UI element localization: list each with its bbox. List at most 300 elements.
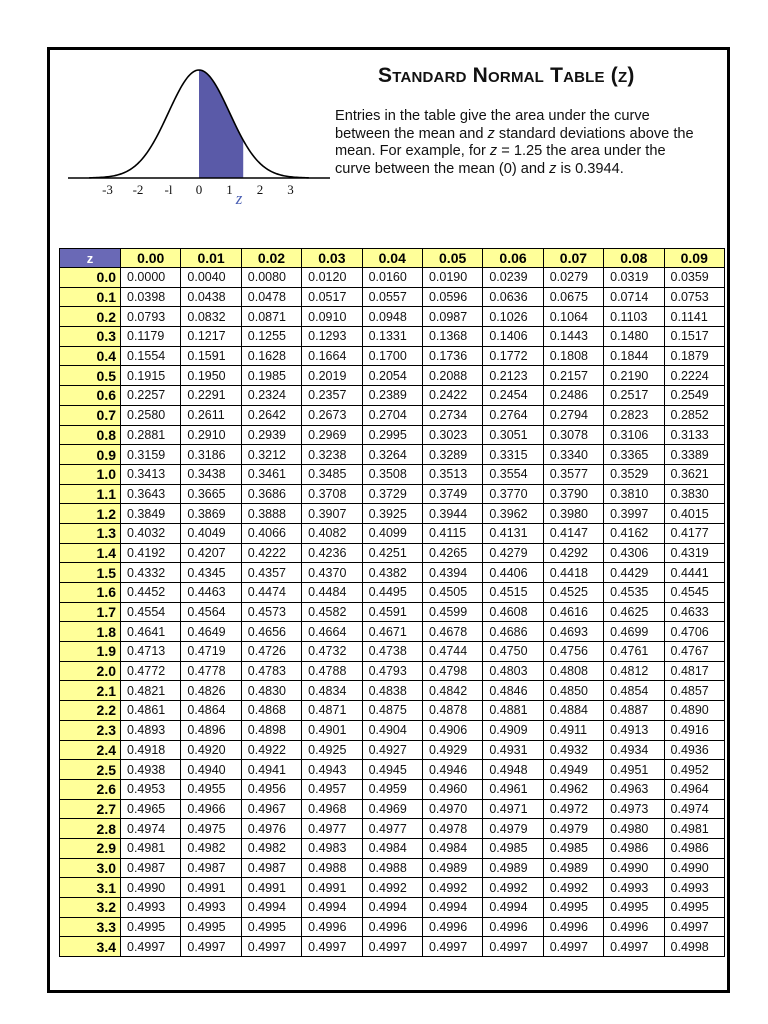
table-cell: 0.3264 [362, 445, 422, 465]
table-cell: 0.4995 [604, 898, 664, 918]
table-cell: 0.1368 [422, 327, 482, 347]
table-cell: 0.4996 [302, 917, 362, 937]
table-cell: 0.2764 [483, 405, 543, 425]
row-z-value: 3.3 [60, 917, 121, 937]
table-cell: 0.2054 [362, 366, 422, 386]
table-cell: 0.4956 [241, 779, 301, 799]
table-cell: 0.4925 [302, 740, 362, 760]
table-cell: 0.0987 [422, 307, 482, 327]
z-column-header: z [60, 249, 121, 268]
table-cell: 0.4955 [181, 779, 241, 799]
table-row [60, 858, 725, 878]
table-cell: 0.4887 [604, 701, 664, 721]
table-cell: 0.4981 [664, 819, 724, 839]
table-row [60, 307, 725, 327]
column-header: 0.07 [543, 249, 603, 268]
table-cell: 0.4995 [543, 898, 603, 918]
axis-tick-label: 1 [226, 182, 233, 197]
table-row [60, 583, 725, 603]
table-cell: 0.4946 [422, 760, 482, 780]
table-cell: 0.1064 [543, 307, 603, 327]
table-cell: 0.4608 [483, 602, 543, 622]
row-z-value: 2.7 [60, 799, 121, 819]
table-cell: 0.4977 [362, 819, 422, 839]
table-cell: 0.4992 [422, 878, 482, 898]
table-cell: 0.4616 [543, 602, 603, 622]
table-cell: 0.3554 [483, 464, 543, 484]
table-row [60, 287, 725, 307]
table-cell: 0.4066 [241, 523, 301, 543]
table-cell: 0.4664 [302, 622, 362, 642]
table-cell: 0.2611 [181, 405, 241, 425]
table-cell: 0.2357 [302, 386, 362, 406]
table-cell: 0.2995 [362, 425, 422, 445]
table-cell: 0.4996 [483, 917, 543, 937]
row-z-value: 2.9 [60, 838, 121, 858]
row-z-value: 2.5 [60, 760, 121, 780]
table-cell: 0.4554 [121, 602, 181, 622]
table-cell: 0.4864 [181, 701, 241, 721]
axis-tick-label: 2 [256, 182, 264, 197]
table-cell: 0.3315 [483, 445, 543, 465]
table-cell: 0.4719 [181, 642, 241, 662]
table-cell: 0.0517 [302, 287, 362, 307]
row-z-value: 1.0 [60, 464, 121, 484]
row-z-value: 2.2 [60, 701, 121, 721]
table-cell: 0.4934 [604, 740, 664, 760]
table-cell: 0.4726 [241, 642, 301, 662]
column-header: 0.03 [302, 249, 362, 268]
table-cell: 0.2881 [121, 425, 181, 445]
table-cell: 0.0080 [241, 268, 301, 288]
table-row [60, 445, 725, 465]
table-cell: 0.4857 [664, 681, 724, 701]
table-cell: 0.3643 [121, 484, 181, 504]
table-cell: 0.4938 [121, 760, 181, 780]
axis-tick-label: -3 [102, 182, 113, 197]
table-cell: 0.4981 [121, 838, 181, 858]
desc-part-1: Entries in the table give the area under the curve between the mean and [335, 108, 650, 142]
table-cell: 0.4997 [362, 937, 422, 957]
table-cell: 0.3790 [543, 484, 603, 504]
desc-part-4: is 0.3944. [556, 160, 624, 177]
table-cell: 0.4474 [241, 583, 301, 603]
table-cell: 0.1255 [241, 327, 301, 347]
table-cell: 0.4993 [664, 878, 724, 898]
table-cell: 0.0319 [604, 268, 664, 288]
table-cell: 0.4788 [302, 661, 362, 681]
table-cell: 0.4997 [604, 937, 664, 957]
table-cell: 0.4306 [604, 543, 664, 563]
row-z-value: 1.9 [60, 642, 121, 662]
table-cell: 0.4884 [543, 701, 603, 721]
table-cell: 0.4974 [121, 819, 181, 839]
table-cell: 0.4871 [302, 701, 362, 721]
row-z-value: 1.5 [60, 563, 121, 583]
table-cell: 0.0948 [362, 307, 422, 327]
row-z-value: 1.7 [60, 602, 121, 622]
row-z-value: 1.1 [60, 484, 121, 504]
table-row [60, 701, 725, 721]
table-cell: 0.4995 [241, 917, 301, 937]
table-cell: 0.4983 [302, 838, 362, 858]
table-cell: 0.4738 [362, 642, 422, 662]
table-cell: 0.4987 [181, 858, 241, 878]
table-cell: 0.4962 [543, 779, 603, 799]
table-cell: 0.0279 [543, 268, 603, 288]
table-cell: 0.4994 [483, 898, 543, 918]
table-cell: 0.3997 [604, 504, 664, 524]
table-cell: 0.4990 [121, 878, 181, 898]
column-header: 0.01 [181, 249, 241, 268]
table-cell: 0.4978 [422, 819, 482, 839]
table-cell: 0.4913 [604, 720, 664, 740]
table-cell: 0.3686 [241, 484, 301, 504]
table-cell: 0.4834 [302, 681, 362, 701]
table-cell: 0.3944 [422, 504, 482, 524]
table-cell: 0.4671 [362, 622, 422, 642]
table-row [60, 327, 725, 347]
table-cell: 0.4890 [664, 701, 724, 721]
table-row [60, 366, 725, 386]
table-cell: 0.4881 [483, 701, 543, 721]
row-z-value: 0.7 [60, 405, 121, 425]
table-cell: 0.2123 [483, 366, 543, 386]
table-cell: 0.4987 [241, 858, 301, 878]
row-z-value: 0.1 [60, 287, 121, 307]
table-row [60, 464, 725, 484]
table-cell: 0.4997 [302, 937, 362, 957]
table-cell: 0.4015 [664, 504, 724, 524]
table-cell: 0.4484 [302, 583, 362, 603]
table-cell: 0.4977 [302, 819, 362, 839]
table-cell: 0.3708 [302, 484, 362, 504]
table-cell: 0.4463 [181, 583, 241, 603]
table-cell: 0.4997 [422, 937, 482, 957]
table-cell: 0.4995 [664, 898, 724, 918]
table-cell: 0.3770 [483, 484, 543, 504]
table-cell: 0.4713 [121, 642, 181, 662]
table-cell: 0.4916 [664, 720, 724, 740]
table-cell: 0.4929 [422, 740, 482, 760]
table-cell: 0.0714 [604, 287, 664, 307]
table-cell: 0.4994 [362, 898, 422, 918]
row-z-value: 2.4 [60, 740, 121, 760]
table-cell: 0.4236 [302, 543, 362, 563]
table-row [60, 386, 725, 406]
table-cell: 0.1736 [422, 346, 482, 366]
table-cell: 0.4505 [422, 583, 482, 603]
table-cell: 0.4994 [422, 898, 482, 918]
table-cell: 0.2422 [422, 386, 482, 406]
table-cell: 0.4964 [664, 779, 724, 799]
table-cell: 0.3438 [181, 464, 241, 484]
table-cell: 0.4982 [181, 838, 241, 858]
table-cell: 0.4965 [121, 799, 181, 819]
table-cell: 0.1293 [302, 327, 362, 347]
axis-tick-labels [102, 182, 294, 197]
table-cell: 0.3051 [483, 425, 543, 445]
row-z-value: 3.4 [60, 937, 121, 957]
table-cell: 0.4846 [483, 681, 543, 701]
table-cell: 0.0636 [483, 287, 543, 307]
table-cell: 0.2190 [604, 366, 664, 386]
table-cell: 0.4625 [604, 602, 664, 622]
shaded-area [199, 70, 243, 178]
table-cell: 0.4808 [543, 661, 603, 681]
table-row [60, 622, 725, 642]
table-cell: 0.4959 [362, 779, 422, 799]
row-z-value: 2.0 [60, 661, 121, 681]
table-cell: 0.3212 [241, 445, 301, 465]
table-cell: 0.1179 [121, 327, 181, 347]
table-cell: 0.4992 [543, 878, 603, 898]
table-cell: 0.4535 [604, 583, 664, 603]
table-cell: 0.4949 [543, 760, 603, 780]
table-cell: 0.1985 [241, 366, 301, 386]
table-cell: 0.4987 [121, 858, 181, 878]
table-cell: 0.4997 [664, 917, 724, 937]
table-cell: 0.4969 [362, 799, 422, 819]
desc-z-3: z [549, 160, 557, 177]
table-cell: 0.4980 [604, 819, 664, 839]
row-z-value: 2.6 [60, 779, 121, 799]
table-cell: 0.4998 [664, 937, 724, 957]
table-cell: 0.4991 [302, 878, 362, 898]
row-z-value: 3.1 [60, 878, 121, 898]
table-cell: 0.4970 [422, 799, 482, 819]
table-cell: 0.2257 [121, 386, 181, 406]
table-cell: 0.2673 [302, 405, 362, 425]
table-cell: 0.4821 [121, 681, 181, 701]
table-cell: 0.4778 [181, 661, 241, 681]
table-cell: 0.1628 [241, 346, 301, 366]
table-cell: 0.4564 [181, 602, 241, 622]
table-cell: 0.4656 [241, 622, 301, 642]
table-cell: 0.2642 [241, 405, 301, 425]
table-cell: 0.4940 [181, 760, 241, 780]
table-cell: 0.3508 [362, 464, 422, 484]
table-cell: 0.3133 [664, 425, 724, 445]
table-cell: 0.3389 [664, 445, 724, 465]
table-cell: 0.4515 [483, 583, 543, 603]
table-cell: 0.4957 [302, 779, 362, 799]
table-cell: 0.4985 [543, 838, 603, 858]
table-row [60, 661, 725, 681]
table-cell: 0.4991 [241, 878, 301, 898]
table-row [60, 602, 725, 622]
axis-tick-label: -2 [132, 182, 144, 197]
table-cell: 0.4842 [422, 681, 482, 701]
table-row [60, 681, 725, 701]
table-cell: 0.4868 [241, 701, 301, 721]
table-cell: 0.4429 [604, 563, 664, 583]
axis-tick-label: -l [164, 182, 173, 197]
table-row [60, 819, 725, 839]
table-cell: 0.0793 [121, 307, 181, 327]
table-cell: 0.4525 [543, 583, 603, 603]
table-cell: 0.1879 [664, 346, 724, 366]
table-cell: 0.3340 [543, 445, 603, 465]
table-cell: 0.4989 [483, 858, 543, 878]
table-row [60, 878, 725, 898]
table-cell: 0.4099 [362, 523, 422, 543]
axis-tick-label: 0 [195, 182, 203, 197]
table-cell: 0.4495 [362, 583, 422, 603]
table-cell: 0.4147 [543, 523, 603, 543]
table-cell: 0.2580 [121, 405, 181, 425]
column-header: 0.09 [664, 249, 724, 268]
table-cell: 0.4207 [181, 543, 241, 563]
table-cell: 0.4906 [422, 720, 482, 740]
row-z-value: 0.8 [60, 425, 121, 445]
table-cell: 0.4996 [604, 917, 664, 937]
table-cell: 0.4898 [241, 720, 301, 740]
table-row [60, 779, 725, 799]
table-cell: 0.4997 [483, 937, 543, 957]
table-cell: 0.4960 [422, 779, 482, 799]
table-cell: 0.4394 [422, 563, 482, 583]
row-z-value: 1.2 [60, 504, 121, 524]
table-row [60, 838, 725, 858]
row-z-value: 0.6 [60, 386, 121, 406]
table-cell: 0.3289 [422, 445, 482, 465]
table-cell: 0.4974 [664, 799, 724, 819]
table-cell: 0.4943 [302, 760, 362, 780]
table-cell: 0.4963 [604, 779, 664, 799]
table-cell: 0.4992 [483, 878, 543, 898]
table-cell: 0.3869 [181, 504, 241, 524]
table-cell: 0.0753 [664, 287, 724, 307]
table-cell: 0.4441 [664, 563, 724, 583]
table-cell: 0.4996 [422, 917, 482, 937]
table-cell: 0.0557 [362, 287, 422, 307]
table-cell: 0.4633 [664, 602, 724, 622]
table-cell: 0.4830 [241, 681, 301, 701]
table-cell: 0.3159 [121, 445, 181, 465]
table-cell: 0.4279 [483, 543, 543, 563]
table-cell: 0.2794 [543, 405, 603, 425]
table-cell: 0.4932 [543, 740, 603, 760]
table-cell: 0.4927 [362, 740, 422, 760]
table-cell: 0.4918 [121, 740, 181, 760]
row-z-value: 1.6 [60, 583, 121, 603]
table-cell: 0.4826 [181, 681, 241, 701]
table-cell: 0.4599 [422, 602, 482, 622]
column-header: 0.02 [241, 249, 301, 268]
table-cell: 0.4693 [543, 622, 603, 642]
table-cell: 0.0239 [483, 268, 543, 288]
table-cell: 0.4082 [302, 523, 362, 543]
table-cell: 0.4997 [121, 937, 181, 957]
table-cell: 0.3888 [241, 504, 301, 524]
table-cell: 0.4993 [604, 878, 664, 898]
table-row [60, 720, 725, 740]
table-cell: 0.4582 [302, 602, 362, 622]
table-cell: 0.1517 [664, 327, 724, 347]
table-cell: 0.4418 [543, 563, 603, 583]
table-cell: 0.2939 [241, 425, 301, 445]
table-cell: 0.4988 [302, 858, 362, 878]
table-cell: 0.0190 [422, 268, 482, 288]
table-cell: 0.3962 [483, 504, 543, 524]
table-row [60, 523, 725, 543]
table-cell: 0.0675 [543, 287, 603, 307]
row-z-value: 0.5 [60, 366, 121, 386]
table-cell: 0.4986 [604, 838, 664, 858]
table-cell: 0.3621 [664, 464, 724, 484]
table-cell: 0.4984 [362, 838, 422, 858]
table-row [60, 484, 725, 504]
table-cell: 0.1103 [604, 307, 664, 327]
table-cell: 0.4678 [422, 622, 482, 642]
table-cell: 0.4793 [362, 661, 422, 681]
table-cell: 0.3830 [664, 484, 724, 504]
table-cell: 0.4162 [604, 523, 664, 543]
table-cell: 0.4896 [181, 720, 241, 740]
table-cell: 0.4993 [121, 898, 181, 918]
table-cell: 0.4982 [241, 838, 301, 858]
table-cell: 0.1331 [362, 327, 422, 347]
table-cell: 0.1406 [483, 327, 543, 347]
table-cell: 0.4357 [241, 563, 301, 583]
table-cell: 0.4986 [664, 838, 724, 858]
table-cell: 0.4931 [483, 740, 543, 760]
axis-tick-label: 3 [287, 182, 294, 197]
column-header: 0.00 [121, 249, 181, 268]
row-z-value: 0.2 [60, 307, 121, 327]
table-cell: 0.4997 [543, 937, 603, 957]
table-cell: 0.3413 [121, 464, 181, 484]
table-cell: 0.3461 [241, 464, 301, 484]
table-cell: 0.2088 [422, 366, 482, 386]
table-cell: 0.4953 [121, 779, 181, 799]
table-cell: 0.4767 [664, 642, 724, 662]
row-z-value: 1.8 [60, 622, 121, 642]
column-header: 0.05 [422, 249, 482, 268]
table-cell: 0.4901 [302, 720, 362, 740]
table-cell: 0.1591 [181, 346, 241, 366]
table-cell: 0.4979 [543, 819, 603, 839]
table-cell: 0.4979 [483, 819, 543, 839]
table-cell: 0.1026 [483, 307, 543, 327]
table-row [60, 917, 725, 937]
table-cell: 0.1700 [362, 346, 422, 366]
table-cell: 0.4756 [543, 642, 603, 662]
table-cell: 0.4875 [362, 701, 422, 721]
table-cell: 0.4878 [422, 701, 482, 721]
table-cell: 0.0832 [181, 307, 241, 327]
table-cell: 0.1443 [543, 327, 603, 347]
table-cell: 0.0040 [181, 268, 241, 288]
column-header: 0.08 [604, 249, 664, 268]
table-cell: 0.3023 [422, 425, 482, 445]
table-cell: 0.4995 [121, 917, 181, 937]
table-cell: 0.4319 [664, 543, 724, 563]
table-row [60, 740, 725, 760]
table-cell: 0.4332 [121, 563, 181, 583]
desc-part-3: = 1.25 the area under the curve between the mean (0) and [335, 143, 666, 177]
table-row [60, 799, 725, 819]
table-cell: 0.3907 [302, 504, 362, 524]
table-cell: 0.4591 [362, 602, 422, 622]
table-cell: 0.4750 [483, 642, 543, 662]
table-cell: 0.4996 [543, 917, 603, 937]
table-cell: 0.4732 [302, 642, 362, 662]
table-cell: 0.4131 [483, 523, 543, 543]
table-cell: 0.0120 [302, 268, 362, 288]
table-cell: 0.4049 [181, 523, 241, 543]
